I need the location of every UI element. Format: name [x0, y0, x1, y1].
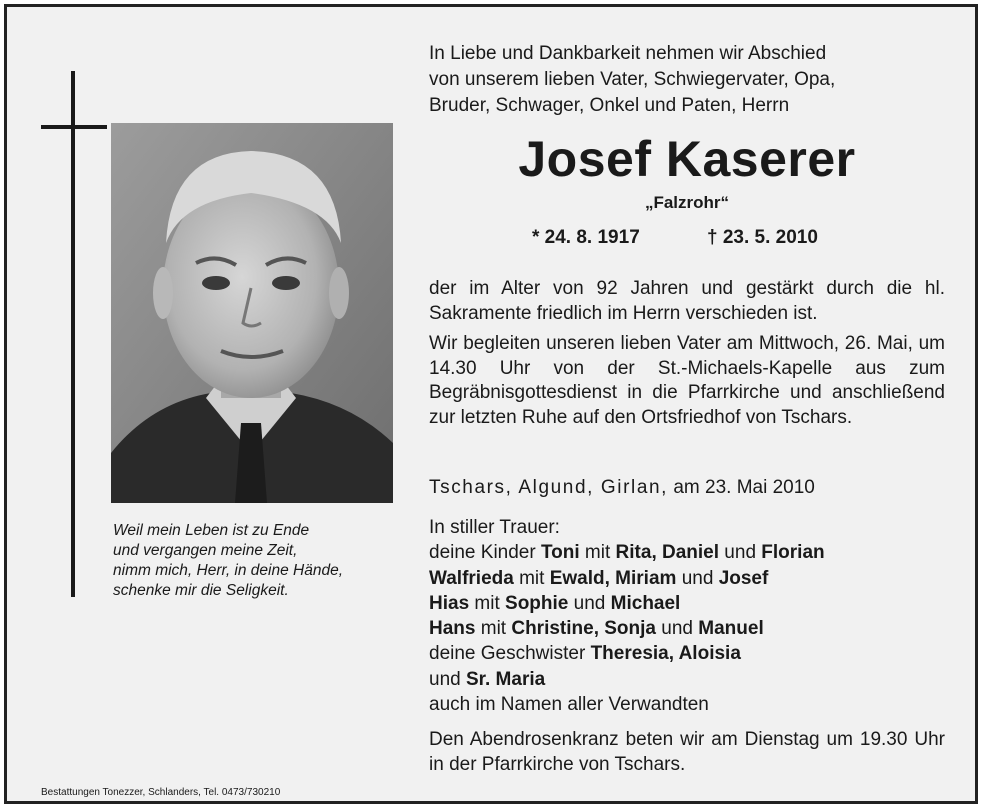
place-date-text: am 23. Mai 2010	[668, 477, 815, 498]
poem-line: schenke mir die Seligkeit.	[113, 582, 289, 599]
mourner-names: Josef	[718, 567, 769, 589]
birth-date: * 24. 8. 1917	[532, 227, 640, 248]
death-date: † 23. 5. 2010	[707, 227, 818, 248]
deceased-name: Josef Kaserer	[518, 131, 856, 187]
relation: deine Geschwister	[429, 643, 591, 665]
mourner-names: Walfrieda	[429, 567, 514, 589]
portrait-photo	[111, 123, 393, 503]
mourner-line: auch im Namen aller Verwandten	[429, 694, 709, 716]
mourner-names: Theresia, Aloisia	[590, 643, 741, 665]
cross-icon	[71, 71, 75, 597]
intro-text	[429, 41, 951, 119]
mourner-names: Sr. Maria	[465, 668, 546, 690]
relation: deine Kinder	[429, 542, 541, 564]
mourner-names: Sophie	[505, 592, 569, 614]
connector: mit	[475, 618, 512, 640]
connector: und	[568, 592, 611, 614]
mourner-names: Manuel	[698, 618, 764, 640]
mourner-names: Hans	[429, 618, 476, 640]
place-date	[429, 477, 949, 499]
poem-line: Weil mein Leben ist zu Ende	[113, 522, 310, 539]
mourner-names: Christine, Sonja	[511, 618, 656, 640]
intro-line: von unserem lieben Vater, Schwiegervater, Opa,	[429, 69, 836, 90]
connector: mit	[469, 592, 506, 614]
mourner-line	[429, 616, 949, 641]
announcement-body	[429, 277, 945, 436]
intro-line: Bruder, Schwager, Onkel und Paten, Herrn	[429, 95, 790, 116]
connector: und	[719, 542, 762, 564]
mourner-names: Toni	[540, 542, 580, 564]
poem	[113, 521, 403, 601]
intro-line: In Liebe und Dankbarkeit nehmen wir Abschied	[429, 43, 827, 64]
mourner-names: Ewald, Miriam	[549, 567, 677, 589]
rosary-text: Den Abendrosenkranz beten wir am Dienstag um 19.30 Uhr in der Pfarrkirche von Tschars.	[429, 729, 945, 775]
obituary-notice	[4, 4, 978, 804]
rosary-notice	[429, 727, 945, 777]
poem-line: nimm mich, Herr, in deine Hände,	[113, 562, 344, 579]
paragraph-passing: der im Alter von 92 Jahren und gestärkt durch die hl. Sakramente friedlich im Herrn verschieden ist.	[429, 278, 945, 324]
mourner-line	[429, 540, 949, 565]
mourner-names: Michael	[610, 592, 681, 614]
mourner-line	[429, 591, 949, 616]
mourner-names: Rita, Daniel	[615, 542, 720, 564]
connector: mit	[579, 542, 616, 564]
mourner-line	[429, 667, 949, 692]
connector: mit	[513, 567, 550, 589]
connector: und	[429, 668, 466, 690]
nickname: „Falzrohr“	[644, 193, 730, 212]
cross-bar	[41, 125, 107, 129]
mourner-line	[429, 641, 949, 666]
funeral-home-credit: Bestattungen Tonezzer, Schlanders, Tel. 0473/730210	[41, 787, 281, 798]
connector: und	[656, 618, 699, 640]
connector: und	[676, 567, 719, 589]
mourner-names: Hias	[429, 592, 470, 614]
mourners-list	[429, 515, 949, 717]
poem-line: und vergangen meine Zeit,	[113, 542, 298, 559]
place-towns: Tschars, Algund, Girlan,	[429, 477, 669, 498]
mourners-heading: In stiller Trauer:	[429, 517, 560, 538]
mourner-names: Florian	[761, 542, 825, 564]
paragraph-funeral: Wir begleiten unseren lieben Vater am Mittwoch, 26. Mai, um 14.30 Uhr von der St.-Michaels-Kapelle aus zum Begräbnisgottesdienst in die Pfarrkirche und anschließend zur letzten Ruhe auf den Ortsfriedhof von Tschars.	[429, 333, 945, 428]
mourner-line	[429, 566, 949, 591]
